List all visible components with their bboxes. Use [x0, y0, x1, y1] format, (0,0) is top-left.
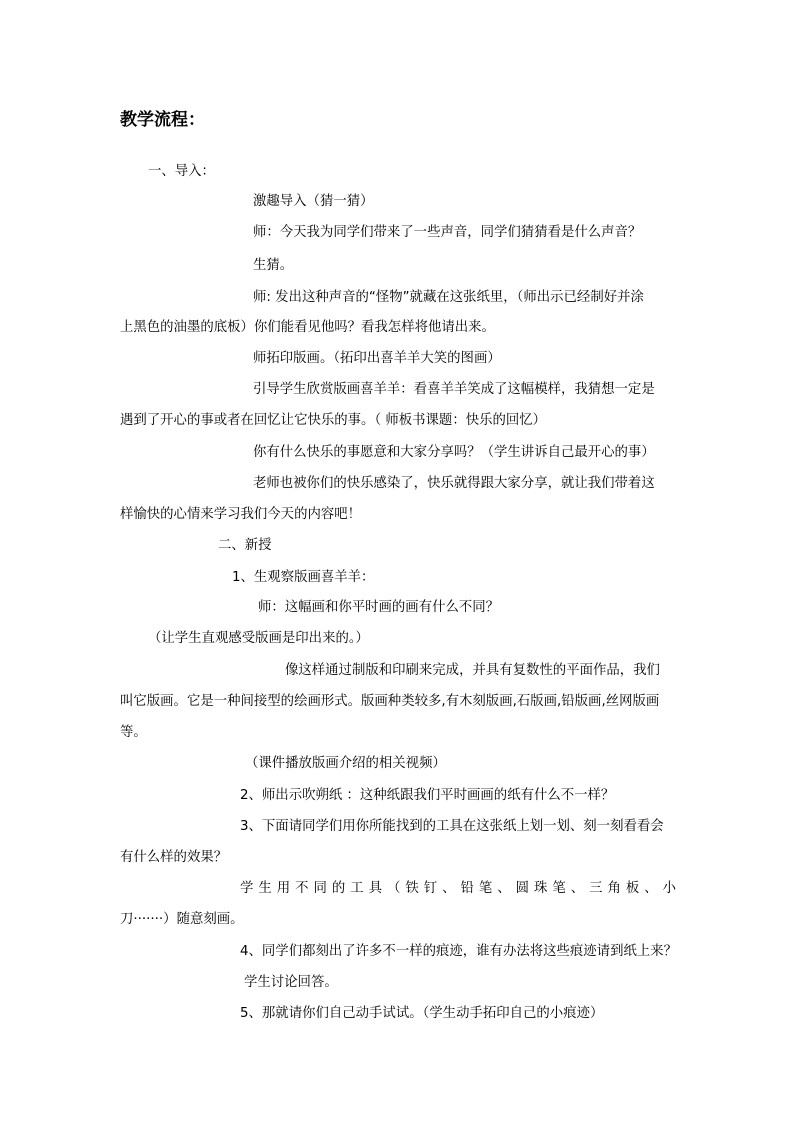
justified-line: 学生用不同的工具（铁钉、铅笔、圆珠笔、三角板、小	[240, 881, 676, 896]
paragraph: 遇到了开心的事或者在回忆让它快乐的事。（ 师板书课题：快乐的回忆）	[120, 413, 547, 428]
paragraph: 等。	[120, 725, 147, 740]
paragraph: 像这样通过制版和印刷来完成，并具有复数性的平面作品，我们	[285, 663, 660, 678]
list-item: 4、同学们都刻出了许多不一样的痕迹，谁有办法将这些痕迹请到纸上来？	[240, 944, 678, 959]
paragraph: 师：这幅画和你平时画的画有什么不同？	[258, 600, 500, 615]
paragraph: 师: 发出这种声音的“怪物”就藏在这张纸里，（师出示已经制好并涂	[253, 290, 644, 305]
paragraph: 生猜。	[253, 258, 294, 273]
list-item: 2、师出示吹朔纸 ：这种纸跟我们平时画画的纸有什么不一样？	[240, 788, 615, 803]
paragraph: 师拓印版画。（拓印出喜羊羊大笑的图画）	[253, 351, 501, 366]
paragraph: 引导学生欣赏版画喜羊羊：看喜羊羊笑成了这幅模样，我猜想一定是	[253, 382, 655, 397]
section-heading-intro: 一、导入：	[148, 164, 215, 179]
page-title: 教学流程：	[120, 110, 205, 130]
paragraph: 激趣导入（猜一猜）	[253, 194, 374, 209]
paragraph	[240, 879, 676, 899]
paragraph: 刀·······）随意刻画。	[120, 912, 244, 927]
paragraph: 上黑色的油墨的底板）你们能看见他吗？看我怎样将他请出来。	[120, 320, 495, 335]
list-item: 1、生观察版画喜羊羊：	[232, 570, 375, 585]
list-item: 3、下面请同学们用你所能找到的工具在这张纸上划一划、刻一刻看看会	[240, 819, 664, 834]
paragraph: 你有什么快乐的事愿意和大家分享吗？（学生讲诉自己最开心的事）	[253, 445, 655, 460]
list-item: 5、那就请你们自己动手试试。（学生动手拓印自己的小痕迹）	[240, 1006, 604, 1021]
paragraph: 师：今天我为同学们带来了一些声音，同学们猜猜看是什么声音？	[253, 225, 642, 240]
paragraph: （课件播放版画介绍的相关视频）	[245, 756, 446, 771]
paragraph: 有什么样的效果？	[120, 850, 228, 865]
paragraph: 叫它版画。它是一种间接型的绘画形式。版画种类较多,有木刻版画,石版画,铅版画,丝网版画	[120, 694, 660, 709]
paragraph: 老师也被你们的快乐感染了，快乐就得跟大家分享，就让我们带着这	[253, 476, 655, 491]
paragraph: （让学生直观感受版画是印出来的。）	[148, 631, 369, 646]
paragraph: 学生讨论回答。	[244, 975, 338, 990]
section-heading-new: 二、新授	[218, 538, 272, 553]
paragraph: 样愉快的心情来学习我们今天的内容吧！	[120, 507, 362, 522]
